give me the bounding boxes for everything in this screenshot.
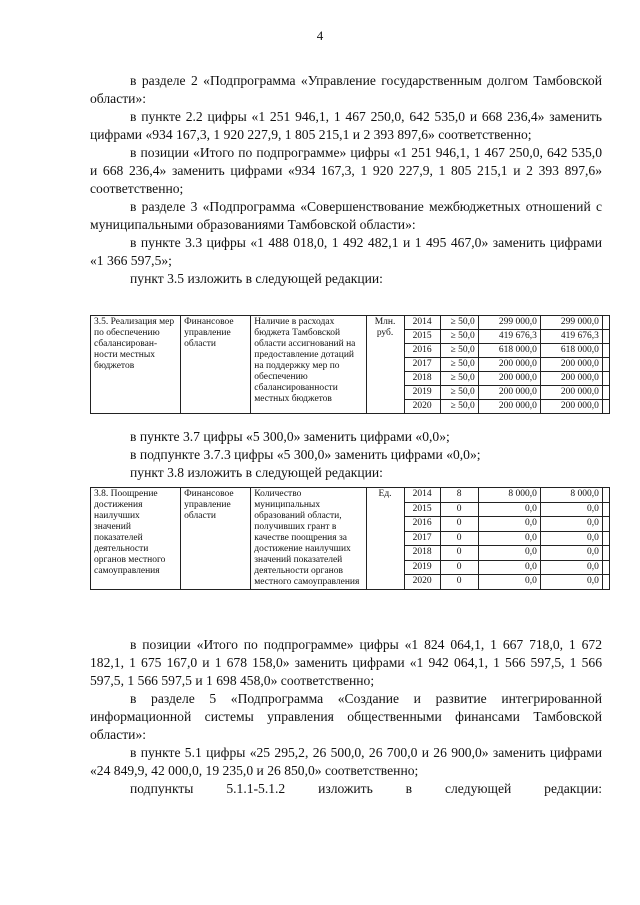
value-cell: 200 000,0: [540, 386, 602, 400]
year-cell: 2014: [404, 488, 440, 503]
value-cell: 0,0: [478, 517, 540, 532]
empty-cell: [602, 517, 609, 532]
paragraph: пункт 3.8 изложить в следующей редакции:: [130, 465, 383, 480]
value-cell: 618 000,0: [478, 344, 540, 358]
measure-name: 3.5. Реализация мер по обеспечению сбалансирован-ности местных бюджетов: [91, 316, 181, 414]
year-cell: 2020: [404, 400, 440, 414]
paragraph: в разделе 5 «Подпрограмма «Создание и развитие интегрированной информационной системы управления общественными финансами Тамбовской области»:: [90, 691, 602, 742]
empty-cell: [602, 316, 609, 330]
empty-cell: [602, 488, 609, 503]
measure-name: 3.8. Поощрение достижения наилучших значений показателей деятельности органов местного самоуправления: [91, 488, 181, 590]
value-cell: 299 000,0: [540, 316, 602, 330]
year-cell: 2019: [404, 560, 440, 575]
empty-cell: [602, 400, 609, 414]
text-block-1: [90, 72, 602, 288]
text-block-2: [90, 428, 602, 482]
indicator: Количество муниципальных образований области, получивших грант в качестве поощрения за достижение наилучших значений показателей деятельности органов местного самоуправления: [251, 488, 366, 590]
empty-cell: [602, 560, 609, 575]
text-block-3: [90, 636, 602, 798]
value-cell: 200 000,0: [540, 372, 602, 386]
target-cell: ≥ 50,0: [440, 330, 478, 344]
target-cell: 0: [440, 502, 478, 517]
paragraph: в пункте 3.3 цифры «1 488 018,0, 1 492 482,1 и 1 495 467,0» заменить цифрами «1 366 597,5»;: [90, 235, 602, 268]
paragraph: подпункты 5.1.1-5.1.2 изложить в следующей редакции:: [130, 781, 602, 796]
target-cell: 0: [440, 575, 478, 590]
target-cell: ≥ 50,0: [440, 386, 478, 400]
value-cell: 299 000,0: [478, 316, 540, 330]
year-cell: 2018: [404, 372, 440, 386]
target-cell: ≥ 50,0: [440, 316, 478, 330]
paragraph: в позиции «Итого по подпрограмме» цифры «1 251 946,1, 1 467 250,0, 642 535,0 и 668 236,4» заменить цифрами «934 167,3, 1 920 227,9, 1 805 215,1 и 2 393 897,6» соответственно;: [90, 145, 602, 196]
year-cell: 2015: [404, 502, 440, 517]
value-cell: 200 000,0: [478, 400, 540, 414]
year-cell: 2019: [404, 386, 440, 400]
value-cell: 0,0: [540, 502, 602, 517]
empty-cell: [602, 358, 609, 372]
value-cell: 0,0: [540, 546, 602, 561]
empty-cell: [602, 531, 609, 546]
year-cell: 2016: [404, 517, 440, 532]
unit: Млн. руб.: [366, 316, 404, 414]
paragraph: в позиции «Итого по подпрограмме» цифры «1 824 064,1, 1 667 718,0, 1 672 182,1, 1 675 167,0 и 1 678 158,0» заменить цифрами «1 942 064,1, 1 566 597,5, 1 566 597,5, 1 566 597,5 и 1 698 458,0» соответственно;: [90, 637, 602, 688]
value-cell: 618 000,0: [540, 344, 602, 358]
value-cell: 0,0: [478, 560, 540, 575]
empty-cell: [602, 575, 609, 590]
value-cell: 0,0: [540, 575, 602, 590]
value-cell: 0,0: [540, 560, 602, 575]
year-cell: 2018: [404, 546, 440, 561]
paragraph: пункт 3.5 изложить в следующей редакции:: [130, 271, 383, 286]
target-cell: 0: [440, 546, 478, 561]
year-cell: 2014: [404, 316, 440, 330]
paragraph: в пункте 3.7 цифры «5 300,0» заменить цифрами «0,0»;: [130, 429, 450, 444]
paragraph: в пункте 5.1 цифры «25 295,2, 26 500,0, 26 700,0 и 26 900,0» заменить цифрами «24 849,9, 42 000,0, 19 235,0 и 26 850,0» соответственно;: [90, 745, 602, 778]
unit: Ед.: [366, 488, 404, 590]
paragraph: в пункте 2.2 цифры «1 251 946,1, 1 467 250,0, 642 535,0 и 668 236,4» заменить цифрами «934 167,3, 1 920 227,9, 1 805 215,1 и 2 393 897,6» соответственно;: [90, 109, 602, 142]
value-cell: 200 000,0: [478, 358, 540, 372]
target-cell: 0: [440, 517, 478, 532]
empty-cell: [602, 344, 609, 358]
target-cell: 8: [440, 488, 478, 503]
empty-cell: [602, 502, 609, 517]
year-cell: 2020: [404, 575, 440, 590]
value-cell: 8 000,0: [540, 488, 602, 503]
target-cell: 0: [440, 560, 478, 575]
table-3-8: [90, 487, 610, 590]
paragraph: в подпункте 3.7.3 цифры «5 300,0» заменить цифрами «0,0»;: [130, 447, 481, 462]
executor: Финансовое управление области: [181, 316, 251, 414]
target-cell: ≥ 50,0: [440, 358, 478, 372]
year-cell: 2016: [404, 344, 440, 358]
value-cell: 8 000,0: [478, 488, 540, 503]
paragraph: в разделе 3 «Подпрограмма «Совершенствование межбюджетных отношений с муниципальными образованиями Тамбовской области»:: [90, 199, 602, 232]
empty-cell: [602, 372, 609, 386]
value-cell: 419 676,3: [478, 330, 540, 344]
indicator: Наличие в расходах бюджета Тамбовской области ассигнований на предоставление дотаций на поддержку мер по обеспечению сбалансированности местных бюджетов: [251, 316, 366, 414]
page-number: 4: [316, 28, 324, 43]
value-cell: 200 000,0: [478, 386, 540, 400]
year-cell: 2017: [404, 531, 440, 546]
target-cell: 0: [440, 531, 478, 546]
paragraph: в разделе 2 «Подпрограмма «Управление государственным долгом Тамбовской области»:: [90, 73, 602, 106]
value-cell: 0,0: [478, 546, 540, 561]
empty-cell: [602, 546, 609, 561]
year-cell: 2017: [404, 358, 440, 372]
target-cell: ≥ 50,0: [440, 372, 478, 386]
value-cell: 200 000,0: [478, 372, 540, 386]
value-cell: 0,0: [540, 531, 602, 546]
empty-cell: [602, 386, 609, 400]
target-cell: ≥ 50,0: [440, 400, 478, 414]
value-cell: 0,0: [478, 502, 540, 517]
value-cell: 0,0: [540, 517, 602, 532]
value-cell: 0,0: [478, 575, 540, 590]
year-cell: 2015: [404, 330, 440, 344]
empty-cell: [602, 330, 609, 344]
value-cell: 419 676,3: [540, 330, 602, 344]
value-cell: 0,0: [478, 531, 540, 546]
value-cell: 200 000,0: [540, 400, 602, 414]
executor: Финансовое управление области: [181, 488, 251, 590]
value-cell: 200 000,0: [540, 358, 602, 372]
target-cell: ≥ 50,0: [440, 344, 478, 358]
table-3-5: [90, 315, 610, 414]
